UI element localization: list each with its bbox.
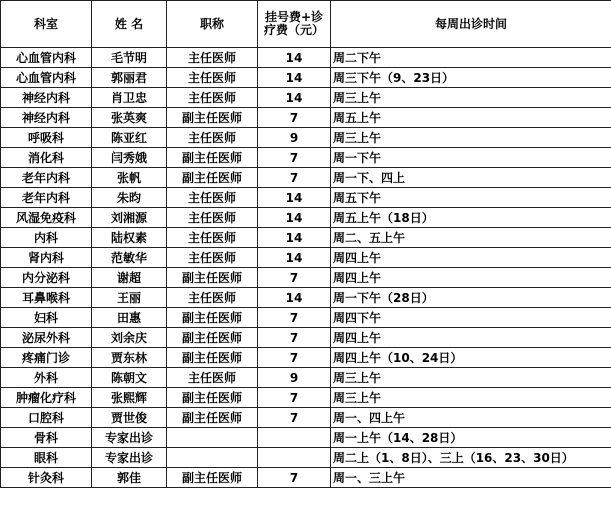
cell-title: 主任医师 <box>167 368 258 388</box>
cell-fee: 7 <box>258 408 331 428</box>
table-row <box>1 228 611 248</box>
cell-title: 主任医师 <box>167 228 258 248</box>
cell-department: 肿瘤化疗科 <box>1 388 92 408</box>
cell-title: 主任医师 <box>167 288 258 308</box>
cell-department: 口腔科 <box>1 408 92 428</box>
cell-doctor-name: 贾世俊 <box>92 408 167 428</box>
cell-fee: 14 <box>258 228 331 248</box>
cell-schedule: 周二、五上午 <box>331 228 611 248</box>
cell-doctor-name: 专家出诊 <box>92 448 167 468</box>
cell-title: 主任医师 <box>167 68 258 88</box>
cell-fee: 14 <box>258 88 331 108</box>
cell-schedule: 周三下午（9、23日） <box>331 68 611 88</box>
cell-fee: 14 <box>258 288 331 308</box>
cell-department: 骨科 <box>1 428 92 448</box>
cell-title: 副主任医师 <box>167 468 258 488</box>
table-row <box>1 128 611 148</box>
table-row <box>1 68 611 88</box>
cell-doctor-name: 张英爽 <box>92 108 167 128</box>
cell-doctor-name: 贾东林 <box>92 348 167 368</box>
header-schedule: 每周出诊时间 <box>331 1 611 48</box>
cell-schedule: 周四上午 <box>331 328 611 348</box>
table-row <box>1 328 611 348</box>
cell-schedule: 周三上午 <box>331 368 611 388</box>
table-row <box>1 268 611 288</box>
cell-doctor-name: 陈亚红 <box>92 128 167 148</box>
table-row <box>1 208 611 228</box>
cell-department: 妇科 <box>1 308 92 328</box>
cell-fee: 14 <box>258 68 331 88</box>
cell-department: 消化科 <box>1 148 92 168</box>
cell-schedule: 周三上午 <box>331 388 611 408</box>
table-body <box>1 48 611 488</box>
cell-doctor-name: 王丽 <box>92 288 167 308</box>
cell-title: 副主任医师 <box>167 308 258 328</box>
header-name: 姓 名 <box>92 1 167 48</box>
cell-department: 疼痛门诊 <box>1 348 92 368</box>
cell-department: 眼科 <box>1 448 92 468</box>
cell-title: 副主任医师 <box>167 328 258 348</box>
cell-doctor-name: 郭丽君 <box>92 68 167 88</box>
cell-fee <box>258 428 331 448</box>
cell-department: 神经内科 <box>1 108 92 128</box>
cell-department: 内科 <box>1 228 92 248</box>
cell-department: 神经内科 <box>1 88 92 108</box>
cell-schedule: 周四上午 <box>331 268 611 288</box>
cell-doctor-name: 闫秀娥 <box>92 148 167 168</box>
table-row <box>1 88 611 108</box>
cell-title <box>167 428 258 448</box>
table-row <box>1 368 611 388</box>
table-row <box>1 108 611 128</box>
cell-title: 副主任医师 <box>167 388 258 408</box>
cell-schedule: 周四下午 <box>331 308 611 328</box>
cell-fee: 7 <box>258 388 331 408</box>
cell-fee: 14 <box>258 208 331 228</box>
cell-title: 主任医师 <box>167 248 258 268</box>
cell-doctor-name: 刘湘源 <box>92 208 167 228</box>
cell-department: 风湿免疫科 <box>1 208 92 228</box>
table-row <box>1 428 611 448</box>
cell-department: 老年内科 <box>1 188 92 208</box>
cell-doctor-name: 张帆 <box>92 168 167 188</box>
cell-schedule: 周一下午（28日） <box>331 288 611 308</box>
table-row <box>1 408 611 428</box>
cell-fee: 9 <box>258 128 331 148</box>
cell-schedule: 周五下午 <box>331 188 611 208</box>
cell-fee: 14 <box>258 248 331 268</box>
cell-doctor-name: 刘余庆 <box>92 328 167 348</box>
cell-title: 主任医师 <box>167 48 258 68</box>
table-header <box>1 1 611 48</box>
cell-title: 主任医师 <box>167 128 258 148</box>
cell-title: 副主任医师 <box>167 148 258 168</box>
cell-schedule: 周三上午 <box>331 88 611 108</box>
table-row <box>1 48 611 68</box>
header-fee: 挂号费+诊疗费（元） <box>258 1 331 48</box>
cell-doctor-name: 朱昀 <box>92 188 167 208</box>
cell-title: 主任医师 <box>167 188 258 208</box>
header-title: 职称 <box>167 1 258 48</box>
cell-fee: 7 <box>258 108 331 128</box>
cell-fee: 9 <box>258 368 331 388</box>
cell-title: 主任医师 <box>167 88 258 108</box>
cell-schedule: 周一、四上午 <box>331 408 611 428</box>
cell-schedule: 周二上（1、8日）、三上（16、23、30日） <box>331 448 611 468</box>
table-row <box>1 188 611 208</box>
cell-fee: 7 <box>258 168 331 188</box>
table-row <box>1 148 611 168</box>
cell-doctor-name: 陈朝文 <box>92 368 167 388</box>
cell-schedule: 周一、三上午 <box>331 468 611 488</box>
cell-fee: 14 <box>258 48 331 68</box>
cell-title: 副主任医师 <box>167 348 258 368</box>
table-row <box>1 288 611 308</box>
cell-doctor-name: 专家出诊 <box>92 428 167 448</box>
cell-schedule: 周三上午 <box>331 128 611 148</box>
cell-fee: 7 <box>258 328 331 348</box>
header-row <box>1 1 611 48</box>
cell-department: 内分泌科 <box>1 268 92 288</box>
cell-doctor-name: 肖卫忠 <box>92 88 167 108</box>
cell-title: 主任医师 <box>167 208 258 228</box>
cell-fee: 7 <box>258 348 331 368</box>
table-row <box>1 348 611 368</box>
table-row <box>1 448 611 468</box>
cell-department: 泌尿外科 <box>1 328 92 348</box>
cell-doctor-name: 谢超 <box>92 268 167 288</box>
cell-department: 外科 <box>1 368 92 388</box>
cell-fee: 7 <box>258 308 331 328</box>
cell-fee <box>258 448 331 468</box>
cell-schedule: 周四上午（10、24日） <box>331 348 611 368</box>
cell-fee: 14 <box>258 188 331 208</box>
cell-schedule: 周一下午 <box>331 148 611 168</box>
cell-schedule: 周一上午（14、28日） <box>331 428 611 448</box>
cell-doctor-name: 陆权素 <box>92 228 167 248</box>
table-row <box>1 168 611 188</box>
cell-schedule: 周五上午（18日） <box>331 208 611 228</box>
cell-department: 针灸科 <box>1 468 92 488</box>
cell-department: 呼吸科 <box>1 128 92 148</box>
cell-fee: 7 <box>258 468 331 488</box>
table-row <box>1 308 611 328</box>
cell-doctor-name: 郭佳 <box>92 468 167 488</box>
table-row <box>1 468 611 488</box>
cell-department: 老年内科 <box>1 168 92 188</box>
cell-schedule: 周一下、四上 <box>331 168 611 188</box>
cell-doctor-name: 毛节明 <box>92 48 167 68</box>
cell-department: 耳鼻喉科 <box>1 288 92 308</box>
cell-department: 心血管内科 <box>1 48 92 68</box>
cell-schedule: 周五上午 <box>331 108 611 128</box>
cell-title: 副主任医师 <box>167 408 258 428</box>
cell-fee: 7 <box>258 268 331 288</box>
table-row <box>1 388 611 408</box>
cell-schedule: 周二下午 <box>331 48 611 68</box>
cell-schedule: 周四上午 <box>331 248 611 268</box>
cell-department: 心血管内科 <box>1 68 92 88</box>
cell-doctor-name: 张熙辉 <box>92 388 167 408</box>
header-department: 科室 <box>1 1 92 48</box>
table-row <box>1 248 611 268</box>
cell-department: 肾内科 <box>1 248 92 268</box>
cell-doctor-name: 范敏华 <box>92 248 167 268</box>
cell-title: 副主任医师 <box>167 168 258 188</box>
cell-title <box>167 448 258 468</box>
cell-title: 副主任医师 <box>167 268 258 288</box>
cell-fee: 7 <box>258 148 331 168</box>
cell-doctor-name: 田惠 <box>92 308 167 328</box>
cell-title: 副主任医师 <box>167 108 258 128</box>
